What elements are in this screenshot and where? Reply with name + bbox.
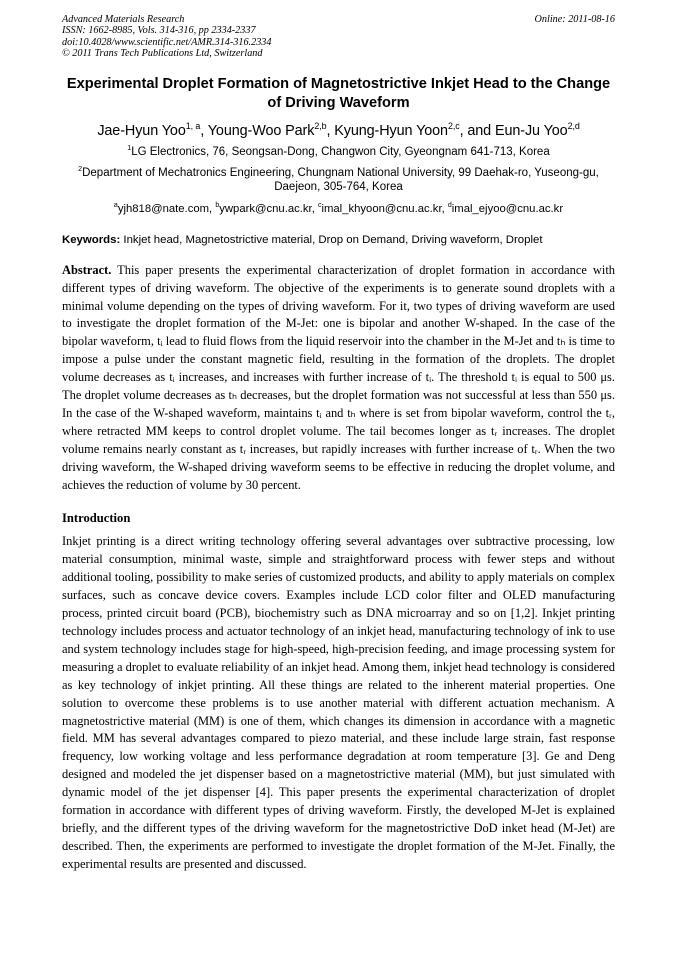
affiliation-mark: 1	[127, 144, 132, 153]
email-address[interactable]: imal_ejyoo@cnu.ac.kr	[451, 202, 564, 215]
keywords-label: Keywords:	[62, 233, 121, 246]
author-list: Jae-Hyun Yoo$^{1, a}$, Young-Woo Park$^{2,b}$, Kyung-Hyun Yoon$^{2,c}$, and Eun-Ju Yoo$^{2,d}$	[97, 121, 580, 140]
email-list: $^a$yjh818@nate.com, $^b$ywpark@cnu.ac.kr, $^c$imal_khyoon@cnu.ac.kr, $^d$imal_ejyoo@cnu.ac.kr	[113, 201, 564, 215]
email-address[interactable]: ywpark@cnu.ac.kr	[219, 202, 312, 215]
journal-header	[62, 14, 615, 59]
publication-info	[62, 14, 271, 59]
abstract-text: This paper presents the experimental characterization of droplet formation in accordance with different types of driving waveform. The objective of the experiments is to generate sound droplets with a minimal volume depending on the types of driving waveform. For it, two types of driving waveform are used to investigate the droplet formation of the M-Jet: one is bipolar and another W-shaped. In the case of the bipolar waveform, tᵢ lead to fluid flows from the liquid reservoir into the chamber in the M-Jet and tₕ is time to impose a pulse under the constant magnetic field, resulting in the formation of the droplets. The droplet volume decreases as tᵢ increases, and increases with further increase of tᵢ. The threshold tᵢ is equal to 500 μs. The droplet volume decreases as tₕ decreases, but the droplet formation was not successful at less than 550 μs. In the case of the W-shaped waveform, maintains tᵢ and tₕ where is set from bipolar waveform, control the tᵣ, where retracted MM keeps to control droplet volume. The tail becomes longer as tᵣ increases. The droplet volume remains nearly constant as tᵣ increases, but rapidly increases with further increase of tᵣ. When the two driving waveform, the W-shaped driving waveform seems to be effective in reducing the droplet volume, and achieves the reduction of volume by 30 percent.	[62, 262, 615, 492]
affiliation-mark: 2	[78, 164, 83, 173]
author-affiliation-mark: 2,b	[314, 121, 327, 132]
email-mark: a	[113, 201, 118, 209]
keywords-text: Inkjet head, Magnetostrictive material, Drop on Demand, Driving waveform, Droplet	[123, 233, 543, 246]
author-name: Eun-Ju Yoo	[494, 123, 568, 140]
author-affiliation-mark: 2,c	[447, 121, 460, 132]
online-date: Online: 2011-08-16	[534, 14, 615, 25]
paper-title: Experimental Droplet Formation of Magnetostrictive Inkjet Head to the Change of Driving Waveform	[66, 76, 611, 112]
journal-name: Advanced Materials Research	[62, 14, 185, 25]
author-name: Young-Woo Park	[207, 123, 315, 140]
introduction-heading: Introduction	[62, 511, 131, 526]
affiliation-text: LG Electronics, 76, Seongsan-Dong, Changwon City, Gyeongnam 641-713, Korea	[131, 146, 550, 159]
issn-line: ISSN: 1662-8985, Vols. 314-316, pp 2334-2337	[62, 25, 256, 37]
abstract-label: Abstract.	[62, 262, 112, 277]
author-name: Kyung-Hyun Yoon	[334, 123, 448, 140]
email-address[interactable]: yjh818@nate.com	[117, 202, 210, 215]
email-mark: b	[215, 201, 220, 209]
email-mark: c	[317, 201, 322, 209]
paper-page	[62, 14, 615, 874]
abstract	[62, 262, 615, 495]
affiliation-2	[62, 166, 615, 195]
copyright-line: © 2011 Trans Tech Publications Ltd, Switzerland	[62, 47, 263, 59]
keywords	[62, 233, 615, 247]
affiliation-text: Department of Mechatronics Engineering, Chungnam National University, 99 Daehak-ro, Yuseong-gu, Daejeon, 305-764, Korea	[82, 166, 599, 194]
author-name: Jae-Hyun Yoo	[97, 123, 186, 140]
author-affiliation-mark: 1, a	[185, 121, 201, 132]
affiliation-1	[62, 145, 615, 160]
introduction-text: Inkjet printing is a direct writing technology offering several advantages over subtractive processing, low material consumption, minimal waste, simple and straightforward process with fewer steps and without additional tooling, possibility to make series of customized products, and ability to apply materials on complex surfaces, such as concave device covers. Examples include LCD color filter and OLED manufacturing process, printed circuit board (PCB), biochemistry such as DNA microarray and so on [1,2]. Inkjet printing technology includes process and actuator technology of an inkjet head, manufacturing technology of ink to use and system technology includes stage for high-speed, high-precision feeding, and image processing system for measuring a droplet to evaluate reliability of an inkjet head. Among them, inkjet head technology is considered as key technology of inkjet printing. All these things are related to the inherent material properties. One solution to overcome these problems is to use another material with different actuation mechanism. A magnetostrictive material (MM) is one of them, which changes its dimension in accordance with a magnetic field. MM has several advantages compared to piezo material, and these include large strain, fast response frequency, low working voltage and less performance degradation at room temperature [3]. Ge and Deng designed and modeled the jet dispenser based on a magnetostrictive material (MM), but just simulated with dynamic model of the jet dispenser [4]. This paper presents the experimental characterization of droplet formation in accordance with different types of driving waveform. Firstly, the developed M-Jet is explained briefly, and the different types of the driving waveform for the magnetostrictive DoD inket head (M-Jet) are described. Then, the experiments are performed to investigate the droplet formation of the M-Jet. Finally, the experimental results are presented and discussed.	[62, 534, 615, 871]
email-address[interactable]: imal_khyoon@cnu.ac.kr	[321, 202, 442, 215]
doi-line: doi:10.4028/www.scientific.net/AMR.314-316.2334	[62, 36, 272, 48]
author-affiliation-mark: 2,d	[567, 121, 580, 132]
email-mark: d	[447, 201, 452, 209]
